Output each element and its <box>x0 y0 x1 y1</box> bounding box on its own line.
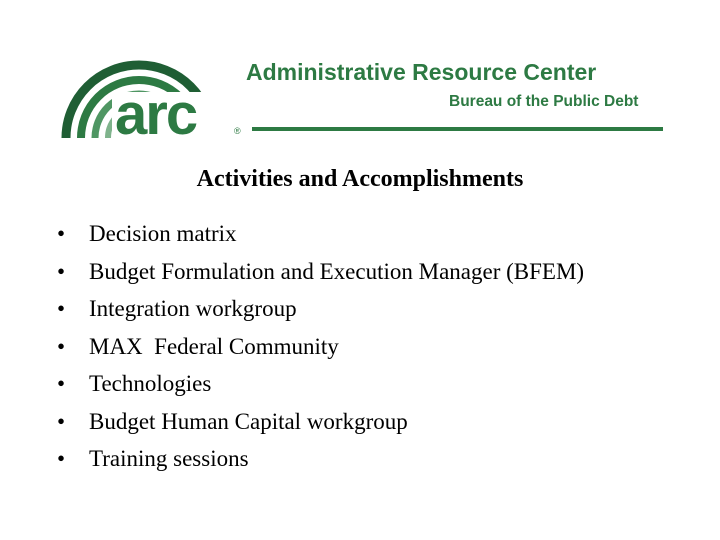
org-name: Administrative Resource Center <box>246 59 597 85</box>
logo-wordmark: arc <box>115 82 197 138</box>
bullet-text: Technologies <box>89 371 212 396</box>
bullet-glyph: • <box>56 408 66 434</box>
bullet-glyph: • <box>56 371 66 396</box>
header-divider <box>252 127 663 131</box>
bullet-glyph: • <box>56 333 66 359</box>
org-subtitle: Bureau of the Public Debt <box>449 93 639 110</box>
bullet-text: Decision matrix <box>89 221 237 246</box>
bullet-glyph: • <box>56 296 66 321</box>
bullet-text: Budget Formulation and Execution Manager (BFEM) <box>89 258 585 284</box>
arc-logo <box>52 42 248 138</box>
slide-title: Activities and Accomplishments <box>196 166 524 192</box>
bullet-glyph: • <box>56 221 66 246</box>
bullet-glyph: • <box>56 446 66 471</box>
bullet-text: Budget Human Capital workgroup <box>89 408 408 434</box>
bullet-glyph: • <box>56 258 66 284</box>
bullet-text: Integration workgroup <box>89 296 297 321</box>
bullet-text: MAX Federal Community <box>89 333 339 359</box>
logo-registered-mark: ® <box>234 126 241 136</box>
bullet-text: Training sessions <box>89 446 249 471</box>
